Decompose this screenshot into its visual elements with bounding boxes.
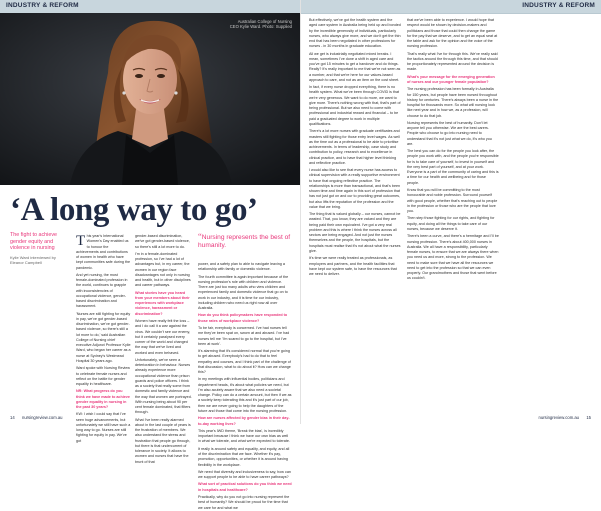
article-headline: ‘A long way to go’ <box>10 192 258 228</box>
photo-caption: Australian College of Nursing CEO Kylie Ward. Photo: Supplied <box>229 19 292 29</box>
article-column-4: But effectively, we've got the health system and the aged care system in Australia being held up and bonded by the incredible generosity of individuals, particularly nurses, who always give more, and we don't get the thin end that has been negotiated in other professions for nurses - in 30 months in graduate education. All we get is industrially negotiated mixed breaks. I mean, sometimes I've done a shift in aged care and you've got 15 minutes to get a handover and do things. Really? It's really important to me that we're not seen as a number, and that we're here for our values-based approach to care, and not as an item on the cost sheet. In fact, if every nurse dropped everything, there is no health system. What we've been through COVID is that we're very generous. We want to do more, we want to give more. There's nothing wrong with that, that's part of being professional. But we also need to come with professional and industrial reward and financial – to be paid a graduated degree to work in multiple qualifications. There's a lot more nurses with graduate certificates and masters still fighting for those entry level wages. As well as the time out as a professional to be able to prioritise achievements. In terms of leadership, case study and contribution to policy, research and to excellence in clinical practice, and to have that higher level thinking and reflective practice. I would also like to see that every nurse has access to clinical supervision with a really supportive environment to have that ongoing reflective practice. The relationships is more than transactional, and that's been shown time and time again in this sort of profession that has not just got on and cur to providing great outcomes, but also lifts the reputation of the profession and the value that we bring. The thing that is valued globally – our nurses, cannot be wasted. That, you know, they are valued and they are being paid their own equivalent. I've got a very real problem and this is where I think the nurses across all sectors are being engaged. And not just the nurses themselves and the people, the hospitals, but the hospitals must realise that it's not about what the nurses give. It's time we were really treated as professionals, as employers and partners, and the health facilities that have kept our system safe, to have the resources that we need to deliver. <box>309 18 401 277</box>
quote-mark-icon: “ <box>198 231 202 241</box>
article-byline: Kylie Ward interviewed by Eleanor Campbell <box>10 255 56 265</box>
article-standfirst: The fight to achieve gender equity and violence in nursing <box>10 232 58 252</box>
article-column-5: that we've been able to experience. I would hope that respect would be shown by decision-makers and politicians and those that could then change the game for the pay that we deserve, and to get an equal seat at the table and ask for the opinion and the voice of the nursing profession. That's really what I've for through this. We've really said the tactics around the through this time, and that should be proportionately represented around the decision is made. What's your message for the emerging generation of nurses and our younger female population? The nursing profession has been formally in Australia for 150 years, but people have been nursed throughout history for centuries. There's always been a nurse in the hospital for thousands more. So what will nursing look like next year and in how we, as a profession, will choose to do that job. Nursing represents the best of humanity. Don't let anyone tell you otherwise. We are the best carers. People who choose to go into nursing need to understand that it's not just what we do, it's who you are. The best you can do for the people you look after, the people you work with, and the people you're responsible for is to take care of yourself, to invest in yourself and the very best part of yourself, and at your work. Everyone is a part of the community of caring and this is a time for our health and wellbeing and for those people. Know that you will be committing to the most honourable and noble profession. Surround yourself with good people, whether that's reaching out to people in the profession or those who are the people that love you. Then step those fighting for our rights, and fighting for equity, and doing all the things to take care of our nurses, because we deserve it. There's been a curve, and there's a hermitage and I'll be nursing profession. There's about 400,000 nurses in Australia. We all have a responsibility, particularly female nurses, to ensure that we are always there when you need us and more, strong to the profession. We need to make sure that we have all the resources we need to get into the profession so that we can even properly. Our grandmothers and those that went before us couldn't. <box>407 18 499 281</box>
interview-question: What's your message for the emerging generation of nurses and our younger female population? <box>407 74 495 84</box>
magazine-url: nursingreview.com.au <box>538 415 579 420</box>
right-page <box>300 0 600 424</box>
magazine-url: nursingreview.com.au <box>22 415 63 420</box>
portrait-photo <box>0 13 300 185</box>
interview-question: What sort of practical solutions do you think we need in hospitals and healthcare? <box>198 482 292 492</box>
section-header-bar <box>301 0 601 13</box>
article-column-1: This year's International Women's Day enabled us to honour the achievements and contributions of women in health who have kept communities safe during the pandemic. And yet nursing, the most female-dominated profession in the world, continues to grapple with inconsistencies of occupational violence, gender-based discrimination and harassment. 'Nurses are still fighting for equity in pay, we've got gender-based discrimination, we've got gender-based violence, so there's still a lot more to do,' said Australian College of Nursing chief executive Adjunct Professor Kylie Ward, who began her career as a nurse at Sydney's Westmead Hospital 30 years ago. Ward spoke with Nursing Review to celebrate female nurses and reflect on the battle for gender equality in healthcare. NR: What progress do you think we have made to achieve gender equality in nursing in the past 30 years? KW: I wish I could say that I've seen huge advancements, but unfortunately we still have such a long way to go. Nurses are still fighting for equity in pay. We've got <box>76 232 131 443</box>
interview-question: How do you think policymakers have responded to those rates of workplace violence? <box>198 313 288 323</box>
pull-quote: “Nursing represents the best of humanity. <box>198 231 291 250</box>
interview-question: NR: What progress do you think we have made to achieve gender equality in nursing in the past 30 years? <box>76 389 130 410</box>
header-rule <box>301 13 601 14</box>
section-label: INDUSTRY & REFORM <box>522 2 595 9</box>
interview-question: What stories have you heard from your members about their experiences with workplace violence, harassment or discrimination? <box>135 290 190 316</box>
page-number: 15 <box>586 415 591 420</box>
interview-question: How are nurses affected by gender bias in their day-to-day working lives? <box>198 416 290 426</box>
article-column-3: power, and a safety plan to able to navigate leaving a relationship with family or domestic violence. The fourth committee is again important because of the nursing profession's role with children and violence. There are just too many adults who view children and experienced family and domestic violence that go on to work in our industry, and it is time for our industry, including children who need us right now all over Australia. How do you think policymakers have responded to those rates of workplace violence? To be fair, everybody is concerned. I've had nurses tell me they've been spat on, sworn at and abused. I've had nurses tell me 'I'm scared to go to the hospital, but I've been at work'. It's alarming that it's considered normal that you're going to get abused. Everybody's had to do that to feel empathy and courses, and I think part of the challenge of that discussion, what to do about it? How can we change this? In my meetings with influential bodies, politicians and department heads, it's about what policies we need, but I'm also acutely aware that we also need a societal change. Policy can do a certain amount, but then if we as a society keep tolerating this and it's just part of our job, then we are never going to help the daughters of the future and those that come into the nursing profession. How are nurses affected by gender bias in their day-to-day working lives? This year's IWD theme, 'Break the bias', is incredibly important because I think we have our own bias as well in what we tolerate, and what we're expected to tolerate. It really is around safety and equality, and equity, and all of the discrimination that we face. Whether it's pay, promotion, opportunities, or whether it is around having flexibility in the workplace. We need that diversity and inclusiveness to say, how can we support people to be able to have career pathways? What sort of practical solutions do you think we need in hospitals and healthcare? Practically, why do you not go into nursing represent the best of humanity? We should be proud for the time that we care for and what we <box>198 262 292 510</box>
right-footer <box>301 412 601 424</box>
portrait-illustration <box>0 13 300 185</box>
section-header-bar <box>0 0 300 13</box>
drop-cap: T <box>76 232 86 249</box>
article-column-2: gender-based discrimination, we've got gender-based violence, so there's still a lot more to do. I'm in a female-dominated profession, so I've had a lot of advantages but, in my career, the women in our region face disadvantages not only in nursing and health, but in other disciplines and career pathways. What stories have you heard from your members about their experiences with workplace violence, harassment or discrimination? Women have really felt the loss – and I do call it a war against the virus. We couldn't see our enemy, but it certainly paralysed every corner of the world and changed the way that we've lived and worked and even behaved. Unfortunately, we've seen a deterioration in behaviour. Nurses already experience more occupational violence than prison guards and police officers. I think as a society that really some from domestic and family violence and the way that women are portrayed. With nursing being about 90 per cent female dominated, that filters through. What I've been really alarmed about in the last couple of years is the frustration of members. We also understand the stress and frustration that people go through, but there is that undercurrent of tolerance in society. It allows to women and nurses that have the brunt of that <box>135 234 192 464</box>
page-number: 14 <box>10 415 15 420</box>
section-label: INDUSTRY & REFORM <box>6 2 79 9</box>
